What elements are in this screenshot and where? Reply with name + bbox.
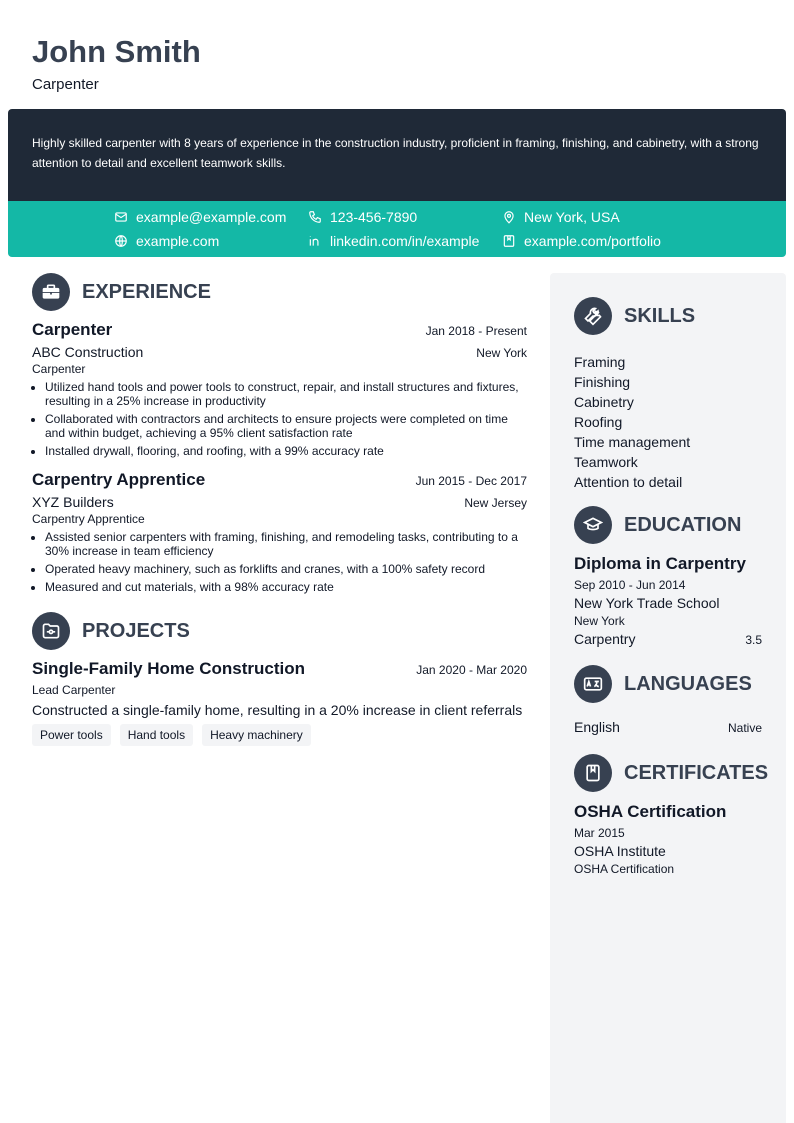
job-bullets <box>45 530 527 594</box>
certificate-book-icon <box>583 763 603 783</box>
languages-header <box>574 665 762 703</box>
skill-item: Cabinetry <box>574 394 634 410</box>
experience-entry <box>32 320 527 458</box>
certificate-detail: OSHA Certification <box>574 862 675 876</box>
contact-website-text: example.com <box>136 233 220 249</box>
education-entry <box>574 554 762 647</box>
contact-portfolio[interactable] <box>502 231 661 251</box>
gpa: 3.5 <box>745 633 762 647</box>
tag: Heavy machinery <box>202 724 311 746</box>
certificate-name: OSHA Certification <box>574 802 727 821</box>
certificate-entry <box>574 802 762 876</box>
list-item: • Measured and cut materials, with a 98% accuracy rate <box>45 580 527 594</box>
skill-item: Attention to detail <box>574 474 683 490</box>
skill-item: Finishing <box>574 374 631 390</box>
list-item: • Operated heavy machinery, such as forklifts and cranes, with a 100% safety record <box>45 562 527 576</box>
contact-website[interactable] <box>114 231 219 251</box>
school-name: New York Trade School <box>574 595 720 611</box>
candidate-name: John Smith <box>32 34 201 69</box>
job-role: Carpentry Apprentice <box>32 512 145 526</box>
list-item: • Collaborated with contractors and architects to ensure projects were completed on time and within budget, achieving a 95% client satisfaction rate <box>45 412 527 440</box>
certificate-issuer: OSHA Institute <box>574 843 666 859</box>
school-location: New York <box>574 614 625 628</box>
tag: Power tools <box>32 724 111 746</box>
project-title: Single-Family Home Construction <box>32 659 305 678</box>
contact-portfolio-text: example.com/portfolio <box>524 233 661 249</box>
certificates-title: CERTIFICATES <box>624 761 769 784</box>
skill-item: Teamwork <box>574 454 638 470</box>
skill-item: Roofing <box>574 414 623 430</box>
skills-header <box>574 297 762 335</box>
candidate-title: Carpenter <box>32 76 99 93</box>
education-date: Sep 2010 - Jun 2014 <box>574 578 686 592</box>
project-entry <box>32 659 527 746</box>
certificates-header <box>574 754 769 792</box>
job-date: Jun 2015 - Dec 2017 <box>415 474 527 488</box>
language-name: English <box>574 719 620 735</box>
projects-title: PROJECTS <box>82 619 190 642</box>
summary-section <box>8 109 786 201</box>
certificates-icon-badge <box>574 754 612 792</box>
tag: Hand tools <box>120 724 193 746</box>
portfolio-icon <box>502 234 516 248</box>
contact-location <box>502 207 620 227</box>
degree: Diploma in Carpentry <box>574 554 746 573</box>
graduation-cap-icon <box>583 515 603 535</box>
list-item: • Installed drywall, flooring, and roofing, with a 99% accuracy rate <box>45 444 527 458</box>
project-description: Constructed a single-family home, resulting in a 20% increase in client referrals <box>32 702 523 718</box>
job-location: New Jersey <box>464 496 527 510</box>
sidebar <box>550 273 786 1123</box>
wrench-icon <box>583 306 603 326</box>
job-title: Carpentry Apprentice <box>32 470 206 489</box>
job-title: Carpenter <box>32 320 113 339</box>
field-of-study: Carpentry <box>574 631 636 647</box>
resume-header <box>32 34 201 93</box>
project-tags <box>32 724 527 746</box>
skill-item: Time management <box>574 434 691 450</box>
list-item: • Assisted senior carpenters with framing, finishing, and remodeling tasks, contributing to a 30% increase in team efficiency <box>45 530 527 558</box>
education-icon-badge <box>574 506 612 544</box>
job-role: Carpenter <box>32 362 86 376</box>
summary-text: Highly skilled carpenter with 8 years of experience in the construction industry, proficient in framing, finishing, and cabinetry, with a strong attention to detail and excellent teamwork skills. <box>32 136 759 170</box>
skill-item: Framing <box>574 354 626 370</box>
globe-icon <box>114 234 128 248</box>
contact-location-text: New York, USA <box>524 209 620 225</box>
job-company: ABC Construction <box>32 344 144 360</box>
job-company: XYZ Builders <box>32 494 114 510</box>
education-title: EDUCATION <box>624 513 742 536</box>
experience-header <box>32 273 527 311</box>
job-location: New York <box>476 346 527 360</box>
job-date: Jan 2018 - Present <box>425 324 527 338</box>
experience-entry <box>32 470 527 594</box>
contact-phone[interactable] <box>308 207 417 227</box>
certificate-date: Mar 2015 <box>574 826 625 840</box>
translate-icon <box>583 674 603 694</box>
contact-phone-text: 123-456-7890 <box>330 209 418 225</box>
main-column <box>32 273 527 746</box>
language-level: Native <box>727 721 762 735</box>
phone-icon <box>308 210 322 224</box>
contact-bar <box>8 201 786 257</box>
linkedin-icon <box>308 234 322 248</box>
project-date: Jan 2020 - Mar 2020 <box>416 663 527 677</box>
projects-icon-badge <box>32 612 70 650</box>
skills-icon-badge <box>574 297 612 335</box>
contact-linkedin-text: linkedin.com/in/example <box>330 233 480 249</box>
languages-icon-badge <box>574 665 612 703</box>
contact-linkedin[interactable] <box>308 231 479 251</box>
language-item <box>574 719 762 735</box>
experience-icon-badge <box>32 273 70 311</box>
experience-title: EXPERIENCE <box>82 280 211 303</box>
job-bullets <box>45 380 527 458</box>
briefcase-icon <box>41 282 61 302</box>
project-role: Lead Carpenter <box>32 683 116 697</box>
contact-email[interactable] <box>114 207 286 227</box>
skills-title: SKILLS <box>624 304 696 327</box>
languages-title: LANGUAGES <box>624 672 752 695</box>
skills-list <box>574 352 762 492</box>
mail-icon <box>114 210 128 224</box>
folder-icon <box>41 621 61 641</box>
projects-header <box>32 612 527 650</box>
list-item: • Utilized hand tools and power tools to construct, repair, and install structures and fixtures, resulting in a 25% increase in productivity <box>45 380 527 408</box>
education-header <box>574 506 762 544</box>
map-pin-icon <box>502 210 516 224</box>
contact-email-text: example@example.com <box>136 209 287 225</box>
